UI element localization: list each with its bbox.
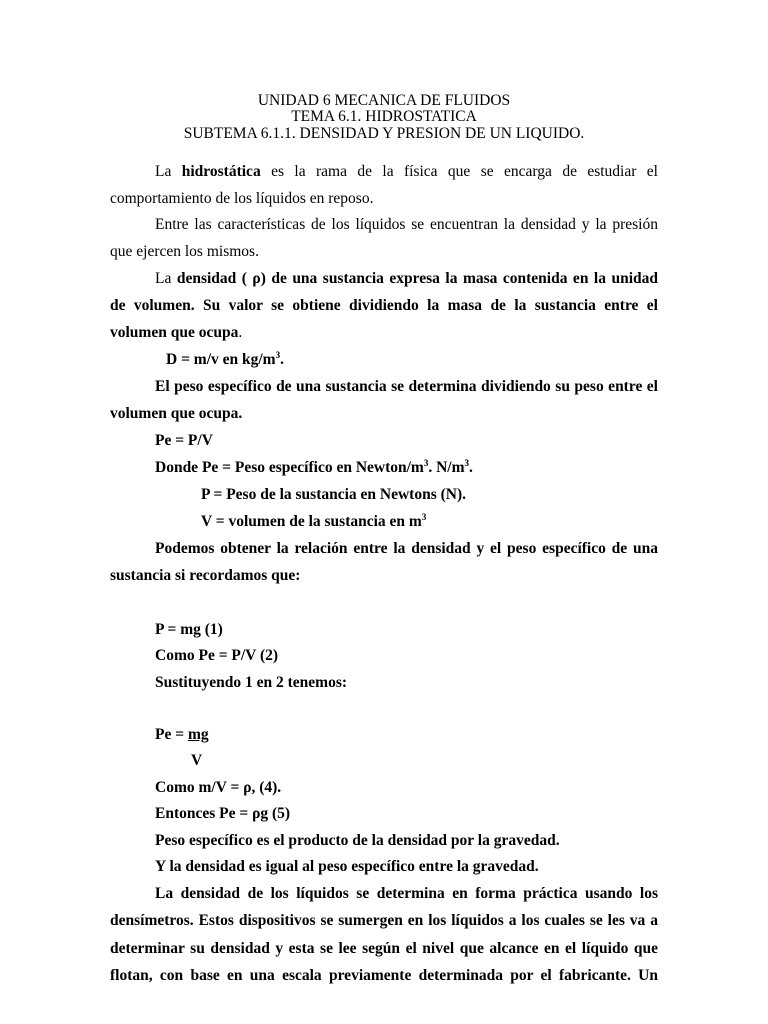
topic-title: TEMA 6.1. HIDROSTATICA <box>291 108 477 125</box>
paragraph-density-line1: La densidad ( ρ) de una sustancia expresa la masa contenida en la unidad <box>155 270 658 287</box>
equation-5: Entonces Pe = ρg (5) <box>155 805 291 822</box>
paragraph-characteristics-line1: Entre las características de los líquidos se encuentran la densidad y la presión <box>155 216 658 233</box>
subtopic-title: SUBTEMA 6.1.1. DENSIDAD Y PRESION DE UN LIQUIDO. <box>183 125 585 142</box>
paragraph-densimeter-line1: La densidad de los líquidos se determina en forma práctica usando los <box>155 885 658 902</box>
paragraph-hydrostatics-line1: La hidrostática es la rama de la física que se encarga de estudiar el <box>155 163 658 180</box>
paragraph-relation-line2: sustancia si recordamos que: <box>110 567 301 584</box>
equation-2: Como Pe = P/V (2) <box>155 647 279 664</box>
definition-pe: Donde Pe = Peso específico en Newton/$m^3$. $N/m^3$. <box>155 458 473 476</box>
definition-p: P = Peso de la sustancia en Newtons (N). <box>201 486 467 503</box>
paragraph-hydrostatics-line2: comportamiento de los líquidos en reposo. <box>110 190 374 207</box>
paragraph-densimeter-line4: flotan, con base en una escala previamente determinada por el fabricante. Un <box>110 967 658 984</box>
fraction-numerator-line: Pe = mg <box>155 726 209 743</box>
unit-title: UNIDAD 6 MECANICA DE FLUIDOS <box>257 92 511 109</box>
paragraph-density-line3: volumen que ocupa. <box>110 324 243 341</box>
paragraph-densimeter-line2: densímetros. Estos dispositivos se sumergen en los líquidos a los cuales se les va a <box>110 912 658 929</box>
specific-weight-formula: Pe = P/V <box>155 432 213 449</box>
fraction-denominator: V <box>191 752 203 769</box>
conclusion-2: Y la densidad es igual al peso específico entre la gravedad. <box>155 858 539 875</box>
density-formula: D = m/v en $kg/m^3$. <box>166 350 284 368</box>
term-hydrostatics: hidrostática <box>181 163 261 180</box>
fraction-numerator: mg <box>187 726 209 743</box>
paragraph-specific-weight-line2: volumen que ocupa. <box>110 405 243 422</box>
conclusion-1: Peso específico es el producto de la densidad por la gravedad. <box>155 832 560 849</box>
substitution-text: Sustituyendo 1 en 2 tenemos: <box>155 674 348 691</box>
definition-v: V = volumen de la sustancia en $m^3$ <box>201 512 427 530</box>
paragraph-densimeter-line3: determinar su densidad y esta se lee según el nivel que alcance en el líquido que <box>110 940 658 957</box>
paragraph-specific-weight-line1: El peso específico de una sustancia se determina dividiendo su peso entre el <box>155 378 658 395</box>
equation-4: Como m/V = ρ, (4). <box>155 779 282 796</box>
paragraph-density-line2: de volumen. Su valor se obtiene dividiendo la masa de la sustancia entre el <box>110 297 658 314</box>
equation-1: P = mg (1) <box>155 621 223 638</box>
paragraph-relation-line1: Podemos obtener la relación entre la densidad y el peso específico de una <box>155 540 658 557</box>
paragraph-characteristics-line2: que ejercen los mismos. <box>110 243 259 260</box>
